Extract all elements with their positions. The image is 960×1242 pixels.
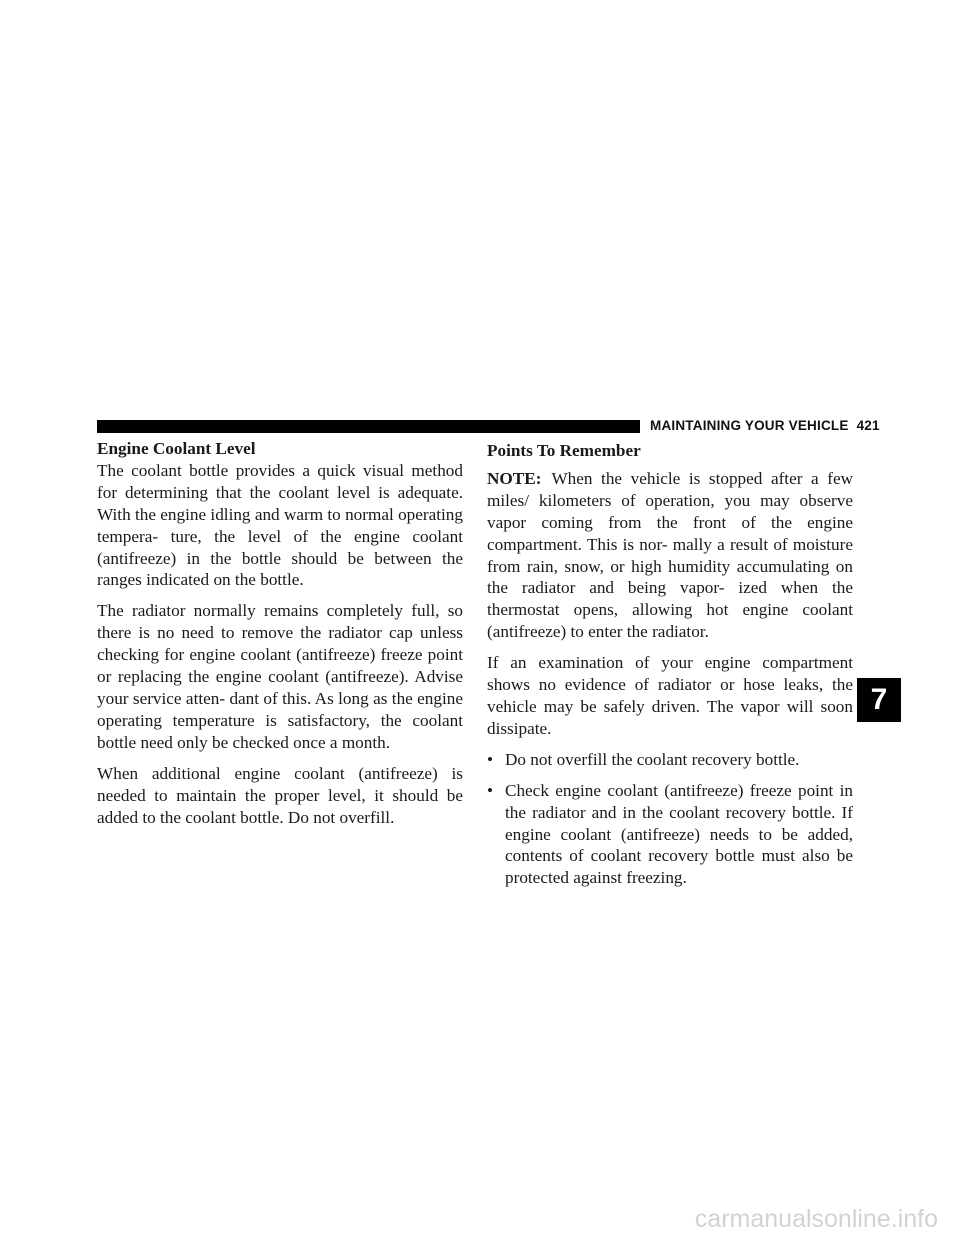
chapter-tab: 7 <box>857 678 901 722</box>
list-item <box>487 780 853 890</box>
note-label: NOTE: <box>487 468 542 488</box>
body-paragraph: The coolant bottle provides a quick visual method for determining that the coolant level is adequate. With the engine idling and warm to normal operating tempera- ture, the level of the engine coolant (antifreeze) in the bottle should be between the ranges indicated on the bottle. <box>97 460 463 590</box>
list-item-text: Check engine coolant (antifreeze) freeze point in the radiator and in the coolant recovery bottle. If engine coolant (antifreeze) needs to be added, contents of coolant recovery bottle must also be protected against freezing. <box>505 780 853 888</box>
header-rule <box>97 420 640 433</box>
note-text: When the vehicle is stopped after a few miles/ kilometers of operation, you may observe vapor coming from the front of the engine compartment. This is nor- mally a result of moisture from rain, snow, or high humidity accumulating on the radiator and being vapor- ized when the thermostat opens, allowing hot engine coolant (antifreeze) to enter the radiator. <box>487 468 853 642</box>
note-paragraph <box>487 468 853 643</box>
right-column <box>487 440 853 898</box>
body-paragraph: The radiator normally remains completely full, so there is no need to remove the radiator cap unless checking for engine coolant (antifreeze) freeze point or replacing the engine coolant (antifreeze). Advise your service atten- dant of this. As long as the engine operating temperature is satisfactory, the coolant bottle need only be checked once a month. <box>97 601 463 752</box>
section-title: MAINTAINING YOUR VEHICLE <box>650 418 849 433</box>
body-paragraph: If an examination of your engine compartment shows no evidence of radiator or hose leaks, the vehicle may be safely driven. The vapor will soon dissipate. <box>487 653 853 738</box>
bullet-icon: • <box>487 780 494 800</box>
body-paragraph: When additional engine coolant (antifreeze) is needed to maintain the proper level, it should be added to the coolant bottle. Do not overfill. <box>97 763 463 827</box>
left-column <box>97 438 463 837</box>
list-item <box>487 749 853 771</box>
running-head <box>650 418 880 436</box>
bullet-list <box>487 749 853 889</box>
list-item-text: Do not overfill the coolant recovery bottle. <box>505 749 800 769</box>
page-number: 421 <box>856 418 880 433</box>
bullet-icon: • <box>487 749 494 769</box>
points-to-remember-heading: Points To Remember <box>487 441 641 460</box>
watermark: carmanualsonline.info <box>694 1205 938 1233</box>
engine-coolant-heading: Engine Coolant Level <box>97 439 256 458</box>
